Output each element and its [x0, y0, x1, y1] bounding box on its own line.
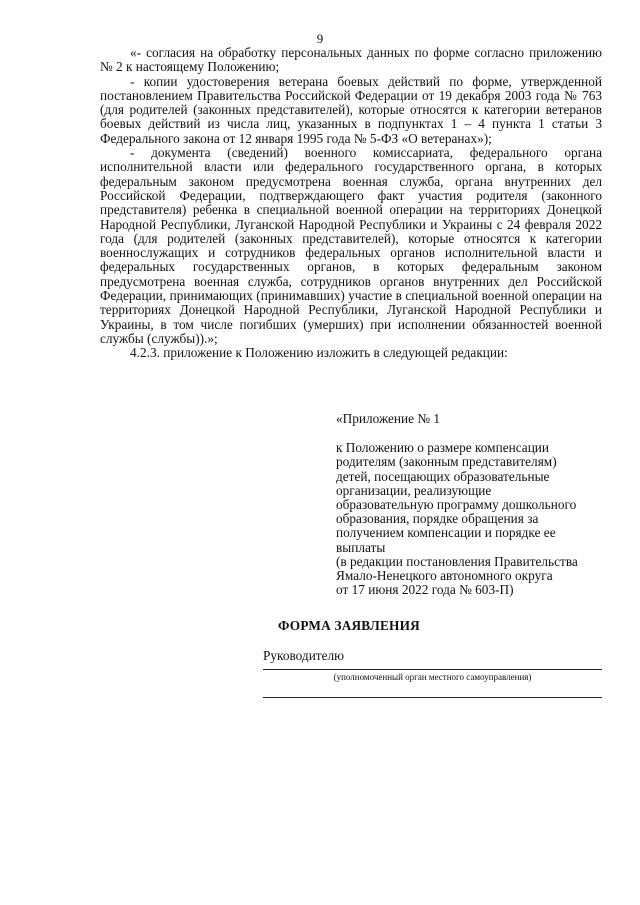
appendix-line: получением компенсации и порядке ее: [336, 525, 556, 541]
appendix-line: образовательную программу дошкольного: [336, 497, 577, 513]
appendix-line: (в редакции постановления Правительства: [336, 553, 578, 569]
appendix-line: образования, порядке обращения за: [336, 511, 539, 527]
appendix-header: [336, 412, 606, 597]
appendix-line: родителям (законным представителям): [336, 454, 557, 470]
appendix-heading: «Приложение № 1: [336, 411, 440, 426]
appendix-line: организации, реализующие: [336, 482, 492, 498]
addressee-fill-line-2: [263, 697, 602, 698]
addressee-fill-line: [263, 669, 602, 670]
paragraph-consent: «- согласия на обработку персональных данных по форме согласно приложению № 2 к настоящему Положению;: [100, 45, 602, 75]
appendix-line: детей, посещающих образовательные: [336, 468, 550, 484]
appendix-line: Ямало-Ненецкого автономного округа: [336, 568, 553, 584]
appendix-line: от 17 июня 2022 года № 603-П): [336, 582, 514, 598]
page-number: 9: [316, 31, 324, 46]
paragraph-military-document: - документа (сведений) военного комиссариата, федерального органа исполнительной власти или федерального государственного органа, в которых федеральным законом предусмотрена военная служба, органа внутренних дел Российской Федерации, подтверждающего факт участия родителя (законного представителя) ребенка в специальной военной операции на территориях Донецкой Народной Республики, Луганской Народной Республики и Украины с 24 февраля 2022 года (для родителей (законных представителей), которые относятся к категории военнослужащих и сотрудников федеральных органов исполнительной власти и федеральных государственных органов, в которых федеральным законом предусмотрена военная служба, сотрудников органов внутренних дел Российской Федерации, принимающих (принимавших) участие в специальной военной операции на территориях Донецкой Народной Республики, Луганской Народной Республики и Украины, в том числе погибших (умерших) при исполнении обязанностей военной службы (службы)).»;: [100, 145, 602, 346]
appendix-line: выплаты: [336, 539, 386, 555]
form-title: ФОРМА ЗАЯВЛЕНИЯ: [278, 618, 420, 633]
addressee-line-caption: (уполномоченный орган местного самоуправления): [333, 672, 532, 682]
paragraph-veteran-certificate: - копии удостоверения ветерана боевых действий по форме, утвержденной постановлением Правительства Российской Федерации от 19 декабря 2003 года № 763 (для родителей (законных представителей), которые относятся к категории ветеранов боевых действий из числа лиц, указанных в подпунктах 1 – 4 пункта 1 статьи 3 Федерального закона от 12 января 1995 года № 5-ФЗ «О ветеранах»);: [100, 73, 602, 146]
appendix-line: к Положению о размере компенсации: [336, 440, 550, 456]
paragraph-amendment-4-2-3: 4.2.3. приложение к Положению изложить в следующей редакции:: [130, 345, 508, 361]
body-text: [100, 46, 602, 361]
addressee-label: Руководителю: [263, 648, 345, 663]
